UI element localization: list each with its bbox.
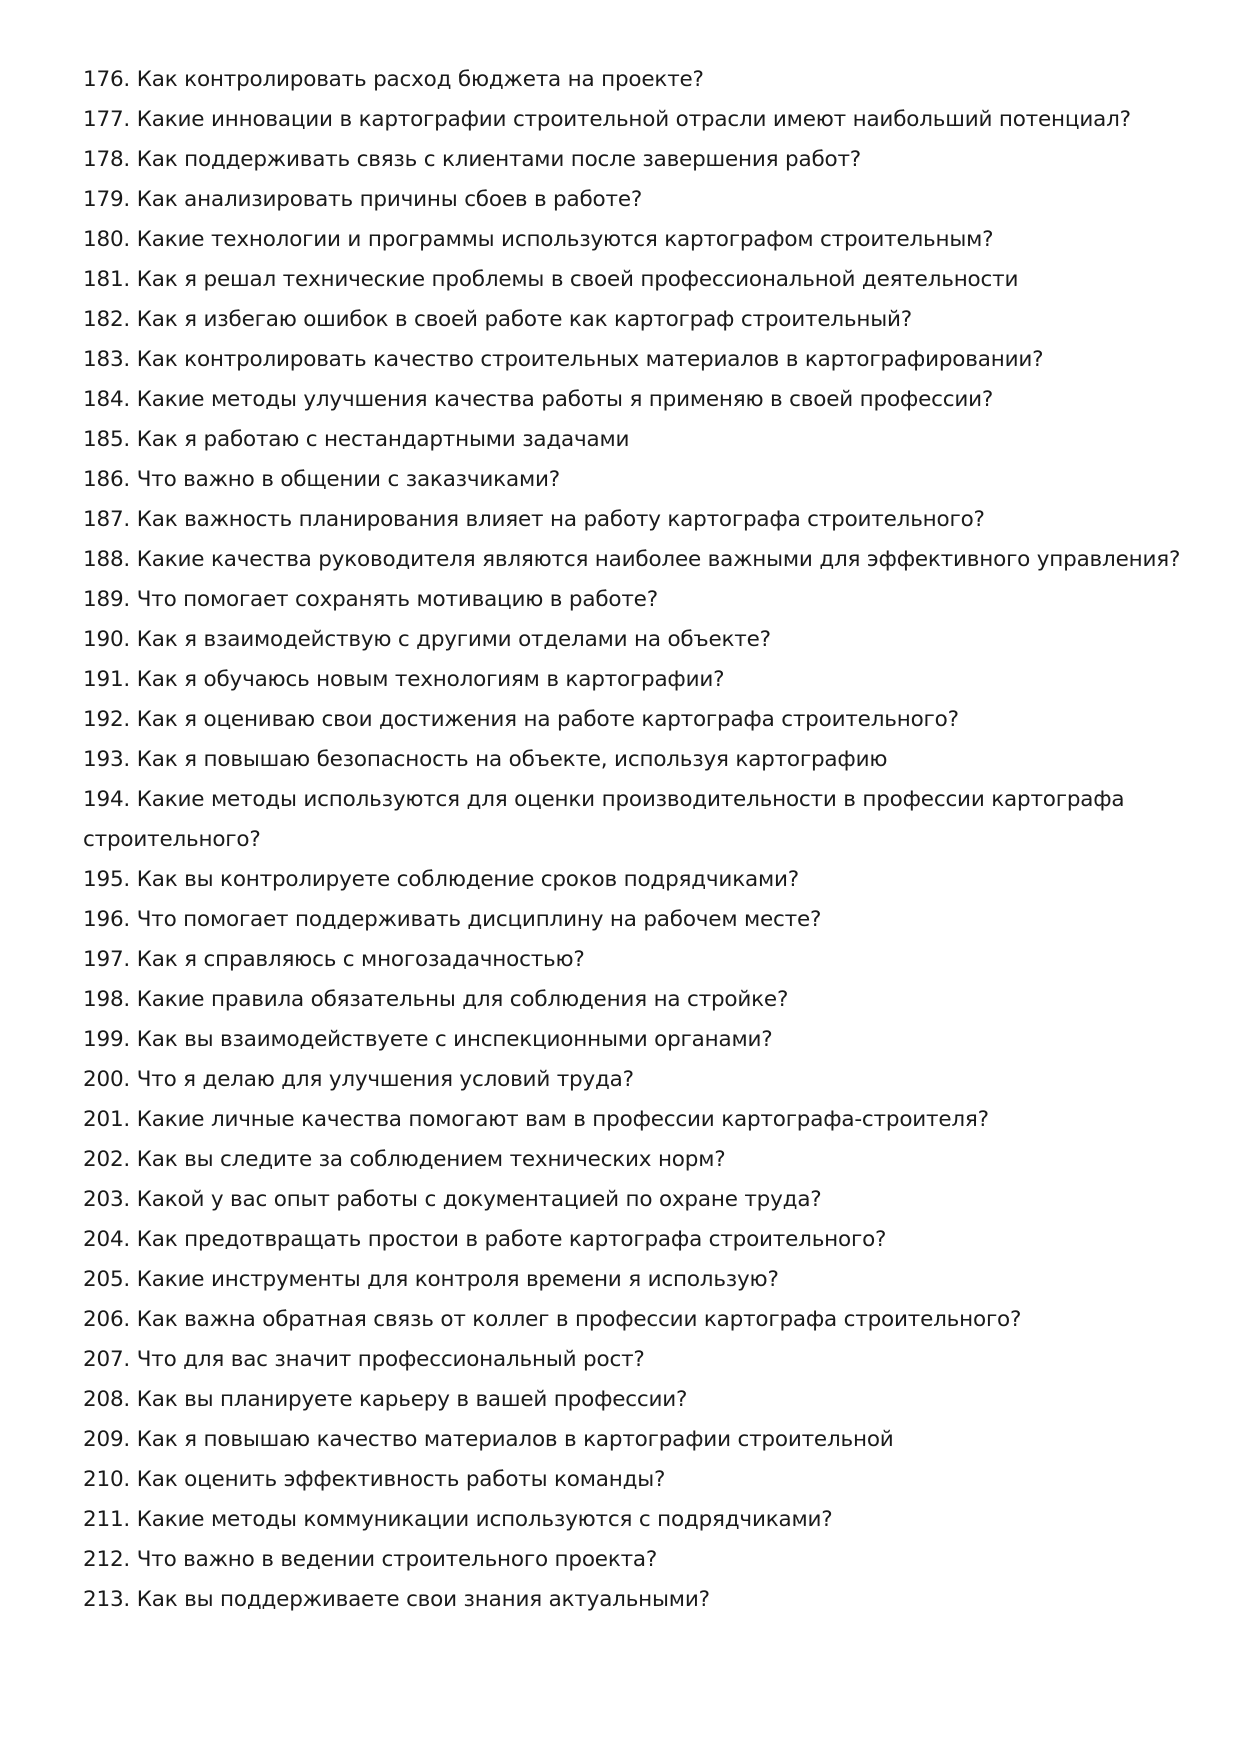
question-item: 205. Какие инструменты для контроля времени я использую? (83, 1267, 779, 1292)
question-item: 192. Как я оцениваю свои достижения на работе картографа строительного? (83, 707, 959, 732)
question-item: 185. Как я работаю с нестандартными задачами (83, 427, 630, 452)
question-item: 176. Как контролировать расход бюджета на проекте? (83, 67, 704, 92)
question-item: 204. Как предотвращать простои в работе картографа строительного? (83, 1227, 887, 1252)
question-item: 183. Как контролировать качество строительных материалов в картографировании? (83, 347, 1044, 372)
question-item: 199. Как вы взаимодействуете с инспекционными органами? (83, 1027, 773, 1052)
question-item: 190. Как я взаимодействую с другими отделами на объекте? (83, 627, 771, 652)
question-item: 208. Как вы планируете карьеру в вашей профессии? (83, 1387, 688, 1412)
question-item: 184. Какие методы улучшения качества работы я применяю в своей профессии? (83, 387, 994, 412)
question-item: 178. Как поддерживать связь с клиентами после завершения работ? (83, 147, 861, 172)
question-item: 206. Как важна обратная связь от коллег в профессии картографа строительного? (83, 1307, 1022, 1332)
question-item: 213. Как вы поддерживаете свои знания актуальными? (83, 1587, 710, 1612)
question-item: 209. Как я повышаю качество материалов в картографии строительной (83, 1427, 894, 1452)
question-item: 207. Что для вас значит профессиональный рост? (83, 1347, 645, 1372)
question-item: 196. Что помогает поддерживать дисциплину на рабочем месте? (83, 907, 822, 932)
question-item: 182. Как я избегаю ошибок в своей работе как картограф строительный? (83, 307, 912, 332)
question-item: 181. Как я решал технические проблемы в своей профессиональной деятельности (83, 267, 1019, 292)
question-item: 187. Как важность планирования влияет на работу картографа строительного? (83, 507, 985, 532)
question-list (83, 60, 1193, 1620)
document-page (83, 60, 1193, 1620)
question-item: 189. Что помогает сохранять мотивацию в работе? (83, 587, 658, 612)
question-item: 177. Какие инновации в картографии строительной отрасли имеют наибольший потенциал? (83, 107, 1131, 132)
question-item: 195. Как вы контролируете соблюдение сроков подрядчиками? (83, 867, 799, 892)
question-item: 180. Какие технологии и программы используются картографом строительным? (83, 227, 994, 252)
question-item: 201. Какие личные качества помогают вам в профессии картографа-строителя? (83, 1107, 989, 1132)
question-item: 198. Какие правила обязательны для соблюдения на стройке? (83, 987, 789, 1012)
question-item: 179. Как анализировать причины сбоев в работе? (83, 187, 643, 212)
question-item: 200. Что я делаю для улучшения условий труда? (83, 1067, 634, 1092)
question-item: 203. Какой у вас опыт работы с документацией по охране труда? (83, 1187, 822, 1212)
question-item: 188. Какие качества руководителя являются наиболее важными для эффективного управления? (83, 547, 1181, 572)
question-item: 212. Что важно в ведении строительного проекта? (83, 1547, 658, 1572)
question-item: 193. Как я повышаю безопасность на объекте, используя картографию (83, 747, 888, 772)
question-item: 210. Как оценить эффективность работы команды? (83, 1467, 666, 1492)
question-item: 194. Какие методы используются для оценки производительности в профессии картографа строительного? (83, 787, 1125, 852)
question-item: 191. Как я обучаюсь новым технологиям в картографии? (83, 667, 725, 692)
question-item: 186. Что важно в общении с заказчиками? (83, 467, 560, 492)
question-item: 202. Как вы следите за соблюдением технических норм? (83, 1147, 726, 1172)
question-item: 197. Как я справляюсь с многозадачностью? (83, 947, 585, 972)
question-item: 211. Какие методы коммуникации используются с подрядчиками? (83, 1507, 833, 1532)
